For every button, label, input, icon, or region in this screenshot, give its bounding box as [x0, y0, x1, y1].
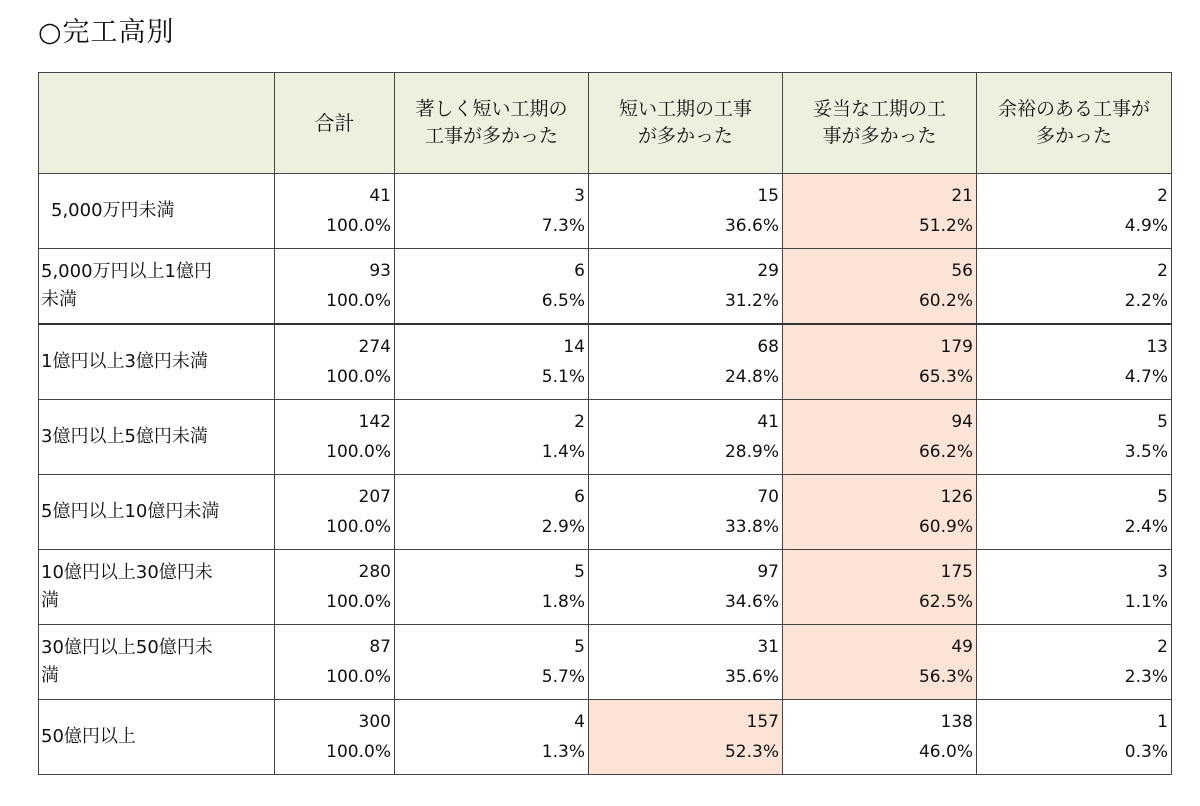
percent-value: 7.3%: [541, 216, 585, 236]
data-cell: [783, 550, 977, 625]
row-label-line: 未満: [41, 289, 77, 310]
row-label: [39, 475, 275, 550]
header-line: が多かった: [637, 125, 733, 147]
percent-value: 36.6%: [724, 216, 779, 236]
data-cell: [589, 400, 783, 475]
count-value: 300: [358, 712, 391, 732]
row-label-line: 10億円以上30億円未: [41, 562, 213, 583]
percent-value: 1.4%: [541, 442, 585, 462]
row-label-line: 5億円以上10億円未満: [41, 501, 220, 522]
percent-value: 1.3%: [541, 742, 585, 762]
data-cell: [589, 550, 783, 625]
data-cell: [395, 324, 589, 400]
percent-value: 1.8%: [541, 592, 585, 612]
percent-value: 100.0%: [326, 291, 391, 311]
data-cell: [783, 625, 977, 700]
row-label-line: 満: [41, 665, 59, 686]
row-label: [39, 400, 275, 475]
percent-value: 34.6%: [724, 592, 779, 612]
count-value: 6: [574, 261, 585, 281]
data-cell: [275, 475, 395, 550]
percent-value: 46.0%: [918, 742, 973, 762]
header-short: [589, 73, 783, 174]
data-cell: [589, 700, 783, 775]
data-cell: [395, 625, 589, 700]
row-label: [39, 174, 275, 249]
data-cell: [977, 324, 1172, 400]
data-cell: [275, 324, 395, 400]
percent-value: 24.8%: [724, 367, 779, 387]
row-label-line: 30億円以上50億円未: [41, 637, 213, 658]
row-label: [39, 324, 275, 400]
count-value: 13: [1146, 337, 1168, 357]
header-line: 多かった: [1035, 125, 1112, 147]
header-line: 妥当な工期の工: [812, 98, 946, 120]
header-line: 工事が多かった: [424, 125, 558, 147]
table-row: [39, 550, 1172, 625]
data-cell: [589, 324, 783, 400]
data-cell: [977, 249, 1172, 325]
count-value: 68: [757, 337, 779, 357]
percent-value: 52.3%: [724, 742, 779, 762]
percent-value: 4.7%: [1124, 367, 1168, 387]
row-label-line: 3億円以上5億円未満: [41, 426, 208, 447]
percent-value: 2.9%: [541, 517, 585, 537]
completion-amount-table: [38, 72, 1172, 775]
count-value: 157: [746, 712, 779, 732]
percent-value: 60.9%: [918, 517, 973, 537]
count-value: 4: [574, 712, 585, 732]
percent-value: 5.1%: [541, 367, 585, 387]
count-value: 3: [1157, 562, 1168, 582]
data-cell: [783, 400, 977, 475]
count-value: 274: [358, 337, 391, 357]
data-cell: [977, 400, 1172, 475]
data-cell: [589, 249, 783, 325]
row-label-line: 5,000万円以上1億円: [41, 261, 212, 282]
count-value: 2: [1157, 186, 1168, 206]
table-row: [39, 324, 1172, 400]
page-title: ○完工高別: [38, 17, 175, 48]
percent-value: 2.4%: [1124, 517, 1168, 537]
percent-value: 31.2%: [724, 291, 779, 311]
percent-value: 33.8%: [724, 517, 779, 537]
count-value: 5: [1157, 412, 1168, 432]
percent-value: 56.3%: [918, 667, 973, 687]
percent-value: 2.3%: [1124, 667, 1168, 687]
count-value: 2: [1157, 637, 1168, 657]
count-value: 5: [574, 562, 585, 582]
count-value: 49: [951, 637, 973, 657]
percent-value: 35.6%: [724, 667, 779, 687]
count-value: 41: [757, 412, 779, 432]
percent-value: 6.5%: [541, 291, 585, 311]
count-value: 29: [757, 261, 779, 281]
percent-value: 3.5%: [1124, 442, 1168, 462]
percent-value: 51.2%: [918, 216, 973, 236]
data-cell: [275, 174, 395, 249]
data-cell: [783, 324, 977, 400]
header-line: 事が多かった: [822, 125, 937, 147]
data-cell: [783, 475, 977, 550]
count-value: 207: [358, 487, 391, 507]
data-cell: [589, 174, 783, 249]
table-row: [39, 625, 1172, 700]
percent-value: 65.3%: [918, 367, 973, 387]
data-cell: [395, 550, 589, 625]
count-value: 41: [369, 186, 391, 206]
percent-value: 100.0%: [326, 667, 391, 687]
count-value: 175: [940, 562, 973, 582]
row-label: [39, 625, 275, 700]
corner-header: [39, 73, 275, 174]
row-label: [39, 700, 275, 775]
row-label-line: 満: [41, 590, 59, 611]
data-cell: [395, 700, 589, 775]
header-line: 余裕のある工事が: [997, 98, 1150, 120]
count-value: 14: [563, 337, 585, 357]
table-row: [39, 400, 1172, 475]
count-value: 138: [940, 712, 973, 732]
data-cell: [395, 174, 589, 249]
header-ample: [977, 73, 1172, 174]
percent-value: 66.2%: [918, 442, 973, 462]
count-value: 280: [358, 562, 391, 582]
percent-value: 100.0%: [326, 442, 391, 462]
count-value: 5: [1157, 487, 1168, 507]
header-very-short: [395, 73, 589, 174]
percent-value: 100.0%: [326, 216, 391, 236]
data-cell: [783, 700, 977, 775]
count-value: 31: [757, 637, 779, 657]
percent-value: 2.2%: [1124, 291, 1168, 311]
count-value: 1: [1157, 712, 1168, 732]
count-value: 2: [1157, 261, 1168, 281]
percent-value: 4.9%: [1124, 216, 1168, 236]
percent-value: 1.1%: [1124, 592, 1168, 612]
data-cell: [275, 400, 395, 475]
count-value: 97: [757, 562, 779, 582]
percent-value: 28.9%: [724, 442, 779, 462]
header-row: [39, 73, 1172, 174]
percent-value: 100.0%: [326, 742, 391, 762]
count-value: 56: [951, 261, 973, 281]
data-cell: [783, 174, 977, 249]
percent-value: 60.2%: [918, 291, 973, 311]
table-row: [39, 174, 1172, 249]
percent-value: 62.5%: [918, 592, 973, 612]
count-value: 6: [574, 487, 585, 507]
percent-value: 100.0%: [326, 592, 391, 612]
count-value: 3: [574, 186, 585, 206]
header-total: 合計: [275, 73, 395, 174]
count-value: 5: [574, 637, 585, 657]
data-cell: [275, 249, 395, 325]
data-cell: [395, 400, 589, 475]
row-label: [39, 249, 275, 325]
percent-value: 100.0%: [326, 517, 391, 537]
data-cell: [589, 625, 783, 700]
percent-value: 5.7%: [541, 667, 585, 687]
table-row: [39, 249, 1172, 325]
percent-value: 0.3%: [1124, 742, 1168, 762]
count-value: 15: [757, 186, 779, 206]
row-label: [39, 550, 275, 625]
count-value: 93: [369, 261, 391, 281]
header-appropriate: [783, 73, 977, 174]
percent-value: 100.0%: [326, 367, 391, 387]
count-value: 21: [951, 186, 973, 206]
table-row: [39, 700, 1172, 775]
data-cell: [589, 475, 783, 550]
data-cell: [395, 475, 589, 550]
data-cell: [275, 625, 395, 700]
count-value: 94: [951, 412, 973, 432]
row-label-line: 5,000万円未満: [51, 200, 175, 221]
header-line: 短い工期の工事: [618, 98, 752, 120]
count-value: 179: [940, 337, 973, 357]
data-cell: [977, 475, 1172, 550]
data-cell: [395, 249, 589, 325]
data-cell: [977, 550, 1172, 625]
row-label-line: 1億円以上3億円未満: [41, 351, 208, 372]
data-cell: [275, 700, 395, 775]
count-value: 2: [574, 412, 585, 432]
data-cell: [977, 700, 1172, 775]
count-value: 70: [757, 487, 779, 507]
count-value: 126: [940, 487, 973, 507]
row-label-line: 50億円以上: [41, 726, 136, 747]
data-cell: [977, 174, 1172, 249]
count-value: 87: [369, 637, 391, 657]
count-value: 142: [358, 412, 391, 432]
header-line: 著しく短い工期の: [415, 98, 568, 120]
table-row: [39, 475, 1172, 550]
data-cell: [783, 249, 977, 325]
data-cell: [275, 550, 395, 625]
data-cell: [977, 625, 1172, 700]
